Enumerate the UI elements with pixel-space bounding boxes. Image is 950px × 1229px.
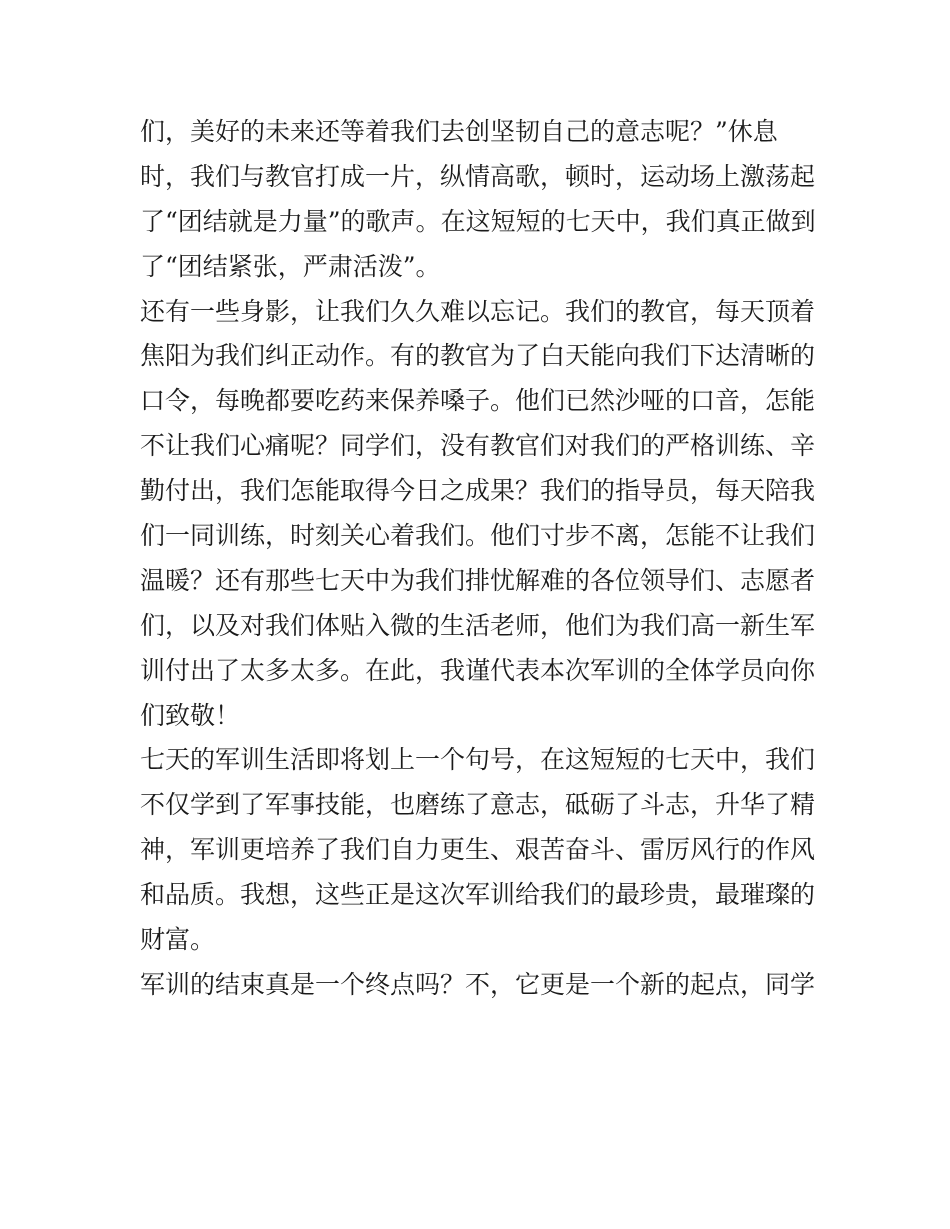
paragraph-2	[140, 290, 815, 739]
text-line: 们致敬！	[140, 700, 241, 730]
paragraph-3	[140, 738, 815, 962]
text-line: 口令，每晚都要吃药来保养嗓子。他们已然沙哑的口音，怎能	[140, 386, 816, 416]
text-line: 和品质。我想，这些正是这次军训给我们的最珍贵，最璀璨的	[140, 880, 816, 910]
text-line: 了“团结就是力量”的歌声。在这短短的七天中，我们真正做到	[140, 206, 816, 236]
text-line: 神，军训更培养了我们自力更生、艰苦奋斗、雷厉风行的作风	[140, 835, 816, 865]
paragraph-1	[140, 110, 815, 290]
text-line: 时，我们与教官打成一片，纵情高歌，顿时，运动场上激荡起	[140, 161, 816, 191]
text-line: 们，美好的未来还等着我们去创坚韧自己的意志呢？”休息	[140, 117, 778, 146]
text-line: 不仅学到了军事技能，也磨练了意志，砥砺了斗志，升华了精	[140, 790, 816, 820]
text-line: 军训的结束真是一个终点吗？不，它更是一个新的起点，同学	[140, 969, 816, 999]
text-line: 七天的军训生活即将划上一个句号，在这短短的七天中，我们	[140, 745, 816, 775]
text-line: 不让我们心痛呢？同学们，没有教官们对我们的严格训练、辛	[140, 431, 816, 461]
text-line: 们一同训练，时刻关心着我们。他们寸步不离，怎能不让我们	[140, 521, 816, 551]
paragraph-4	[140, 963, 815, 1008]
text-line: 了“团结紧张，严肃活泼”。	[140, 251, 441, 281]
text-line: 财富。	[140, 925, 216, 955]
text-line: 勤付出，我们怎能取得今日之成果？我们的指导员，每天陪我	[140, 476, 816, 506]
body-text	[140, 110, 815, 1008]
text-line: 训付出了太多太多。在此，我谨代表本次军训的全体学员向你	[140, 655, 816, 685]
text-line: 们，以及对我们体贴入微的生活老师，他们为我们高一新生军	[140, 610, 816, 640]
text-line: 还有一些身影，让我们久久难以忘记。我们的教官，每天顶着	[140, 296, 816, 326]
text-line: 焦阳为我们纠正动作。有的教官为了白天能向我们下达清晰的	[140, 341, 816, 371]
text-line: 温暖？还有那些七天中为我们排忧解难的各位领导们、志愿者	[140, 565, 816, 595]
